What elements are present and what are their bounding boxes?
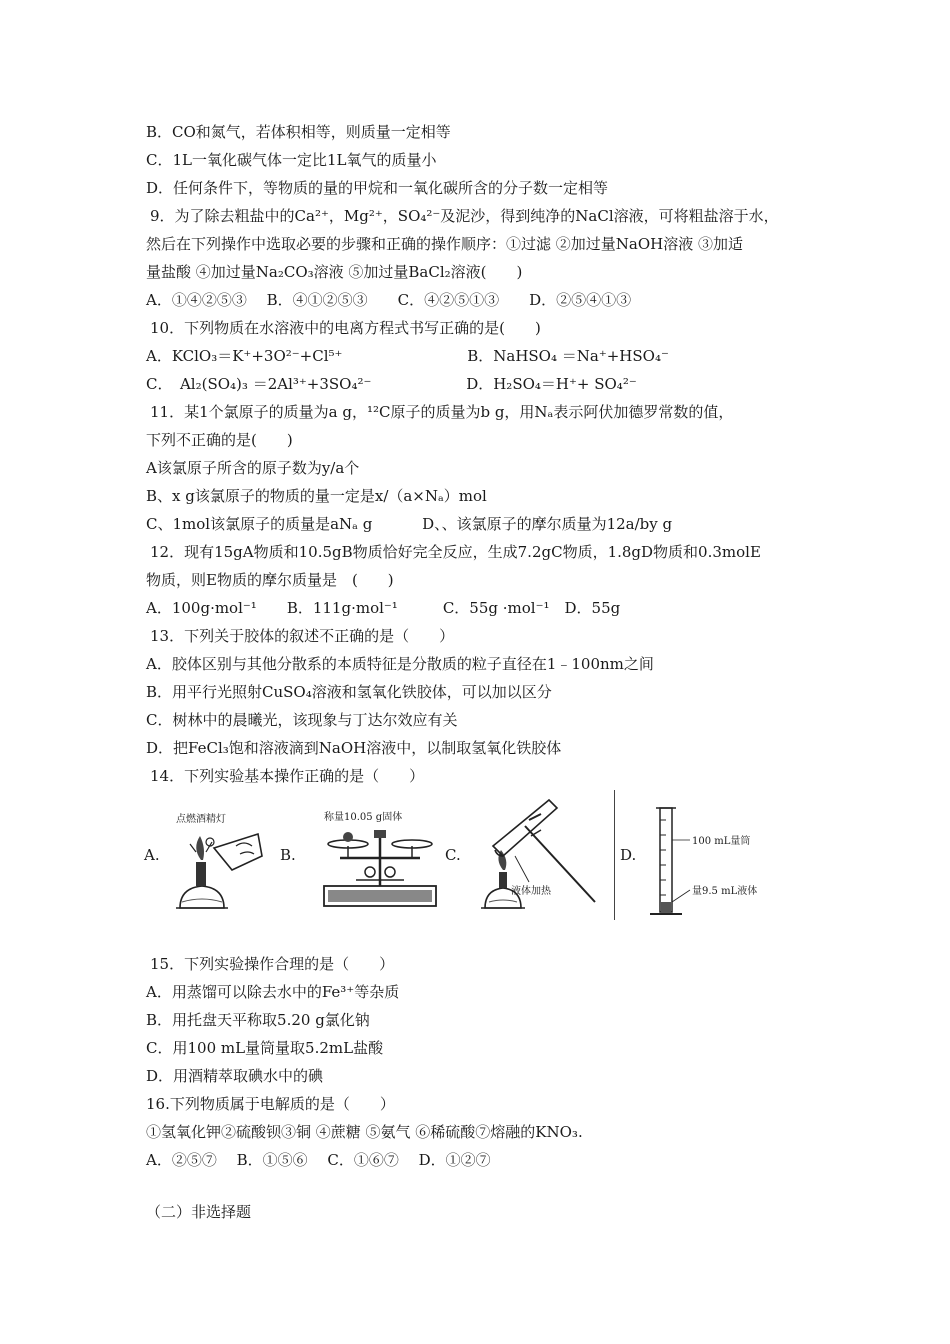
q16-stem: 16.下列物质属于电解质的是（ ） [146,1095,395,1113]
q11-stem-cont: 下列不正确的是( ) [146,431,293,449]
q13-option-c: C．树林中的晨曦光，该现象与丁达尔效应有关 [146,711,458,729]
q9-stem-cont: 然后在下列操作中选取必要的步骤和正确的操作顺序：①过滤 ②加过量NaOH溶液 ③加适 [146,235,743,253]
q8-option-d: D．任何条件下，等物质的量的甲烷和一氧化碳所含的分子数一定相等 [146,179,609,197]
q15-option-d: D．用酒精萃取碘水中的碘 [146,1067,324,1085]
q8-option-b: B．CO和氮气，若体积相等，则质量一定相等 [146,123,451,141]
balance-icon [280,790,440,925]
q15-option-b: B．用托盘天平称取5.20 g氯化钠 [146,1011,370,1029]
q13-stem: 13．下列关于胶体的叙述不正确的是（ ） [150,627,455,645]
q9-options: A．①④②⑤③ B．④①②⑤③ C．④②⑤①③ D．②⑤④①③ [146,291,632,309]
q16-items: ①氢氧化钾②硫酸钡③铜 ④蔗糖 ⑤氨气 ⑥稀硫酸⑦熔融的KNO₃. [146,1123,583,1141]
figure-c [445,790,610,925]
alcohol-lamp-icon [140,790,270,925]
q11-option-b: B、x g该氯原子的物质的量一定是x/（a×Nₐ）mol [146,487,487,505]
figure-a-label: A. [144,846,160,864]
q12-options: A．100g·mol⁻¹ B．111g·mol⁻¹ C．55g ·mol⁻¹ D．55g [146,599,621,617]
q16-options: A．②⑤⑦ B．①⑤⑥ C．①⑥⑦ D．①②⑦ [146,1151,491,1169]
q14-figures [140,790,840,925]
figure-d-caption-bottom: 量9.5 mL液体 [692,886,758,897]
figure-c-caption: 液体加热 [511,886,551,897]
q11-stem: 11．某1个氯原子的质量为a g，¹²C原子的质量为b g，用Nₐ表示阿伏加德罗常数的值， [150,403,734,421]
q13-option-a: A．胶体区别与其他分散系的本质特征是分散质的粒子直径在1﹣100nm之间 [146,655,654,673]
test-tube-heating-icon [445,790,610,925]
figure-c-label: C. [445,846,461,864]
figure-a [140,790,270,925]
figure-b-label: B. [280,846,296,864]
q10-options-cd: C． Al₂(SO₄)₃ ＝2Al³⁺+3SO₄²⁻ D．H₂SO₄＝H⁺+ SO₄²⁻ [146,375,637,393]
q9-stem: 9．为了除去粗盐中的Ca²⁺，Mg²⁺，SO₄²⁻及泥沙，得到纯净的NaCl溶液，可将粗盐溶于水， [150,207,779,225]
figure-d-caption-top: 100 mL量筒 [692,836,751,847]
q10-stem: 10．下列物质在水溶液中的电离方程式书写正确的是( ) [150,319,541,337]
q14-stem: 14．下列实验基本操作正确的是（ ） [150,767,425,785]
q10-options-ab: A．KClO₃＝K⁺+3O²⁻+Cl⁵⁺ B．NaHSO₄ ＝Na⁺+HSO₄⁻ [146,347,669,365]
q12-stem-cont: 物质，则E物质的摩尔质量是 ( ) [146,571,394,589]
figure-d [620,790,840,925]
figure-b-caption: 称量10.05 g固体 [324,812,403,823]
q15-stem: 15．下列实验操作合理的是（ ） [150,955,395,973]
q13-option-b: B．用平行光照射CuSO₄溶液和氢氧化铁胶体，可以加以区分 [146,683,552,701]
graduated-cylinder-icon [620,790,840,925]
figure-b [280,790,440,925]
q15-option-c: C．用100 mL量筒量取5.2mL盐酸 [146,1039,384,1057]
q11-option-a: A该氯原子所含的原子数为y/a个 [146,459,360,477]
section-title: （二）非选择题 [146,1203,252,1221]
q8-option-c: C．1L一氧化碳气体一定比1L氧气的质量小 [146,151,437,169]
q12-stem: 12．现有15gA物质和10.5gB物质恰好完全反应，生成7.2gC物质，1.8gD物质和0.3molE [150,543,761,561]
q11-options-cd: C、1mol该氯原子的质量是aNₐ g D、、该氯原子的摩尔质量为12a/by g [146,515,673,533]
figure-a-caption: 点燃酒精灯 [176,814,226,825]
q13-option-d: D．把FeCl₃饱和溶液滴到NaOH溶液中，以制取氢氧化铁胶体 [146,739,562,757]
q9-stem-cont: 量盐酸 ④加过量Na₂CO₃溶液 ⑤加过量BaCl₂溶液( ) [146,263,523,281]
q15-option-a: A．用蒸馏可以除去水中的Fe³⁺等杂质 [146,983,400,1001]
figure-d-label: D. [620,846,637,864]
figure-separator [614,790,615,920]
